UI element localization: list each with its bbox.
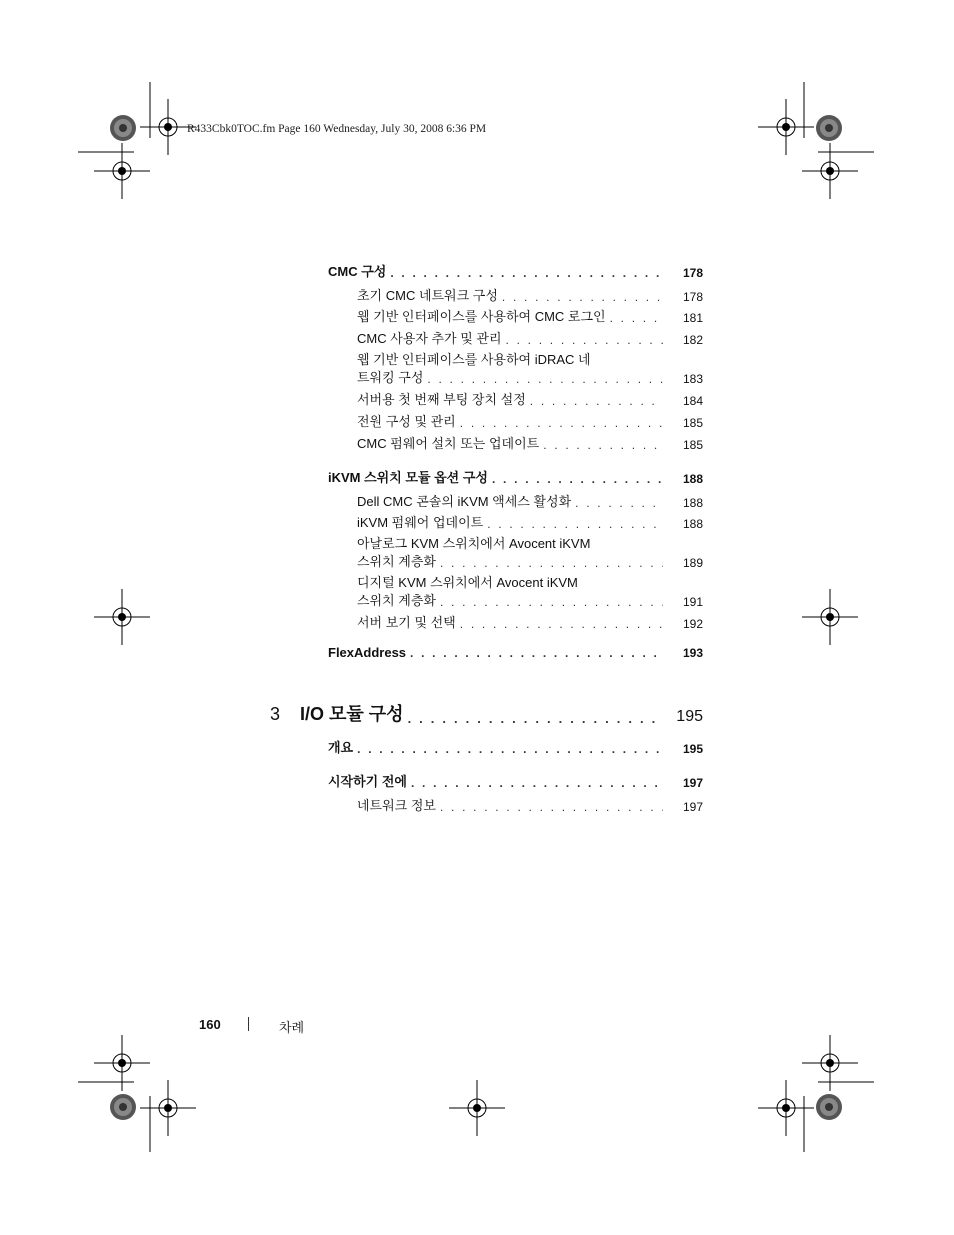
toc-page: 183: [682, 372, 703, 386]
toc-page: 181: [682, 311, 703, 325]
toc-label: 전원 구성 및 관리: [357, 414, 456, 429]
toc-chapter-label: [270, 700, 404, 726]
toc-label: CMC 구성: [328, 264, 387, 279]
toc-page: 188: [682, 517, 703, 531]
toc-entry-analog-kvm[interactable]: [357, 551, 703, 570]
toc-page: 195: [682, 742, 703, 756]
toc-label: FlexAddress: [328, 645, 407, 660]
leader-dots: [575, 496, 663, 510]
toc-page: 185: [682, 438, 703, 452]
leader-dots: [506, 333, 663, 347]
toc-label: 서버용 첫 번째 부팅 장치 설정: [357, 392, 526, 407]
leader-dots: [440, 595, 663, 609]
toc-page: 193: [682, 646, 703, 660]
leader-dots: [410, 646, 663, 660]
leader-dots: [610, 311, 663, 325]
toc-entry-cmc-config[interactable]: [328, 261, 703, 280]
toc-entry-firmware[interactable]: [357, 433, 703, 452]
toc-entry-analog-kvm-line1[interactable]: 아날로그 KVM 스위치에서 Avocent iKVM: [357, 536, 591, 551]
leader-dots: [390, 266, 663, 280]
toc-page: 185: [682, 416, 703, 430]
toc-entry-web-login[interactable]: [357, 306, 703, 325]
toc-entry-cmc-users[interactable]: [357, 328, 703, 347]
toc-entry-ikvm-firmware[interactable]: [357, 512, 703, 531]
toc-entry-ikvm-config[interactable]: [328, 467, 703, 486]
toc-label: 스위치 계층화: [357, 593, 436, 608]
toc-entry-server-view[interactable]: [357, 612, 703, 631]
toc-label: 네트워크 정보: [357, 798, 436, 813]
leader-dots: [502, 290, 663, 304]
toc-label: CMC 펌웨어 설치 또는 업데이트: [357, 436, 540, 451]
toc-entry-overview[interactable]: [328, 737, 703, 756]
toc-label: CMC 사용자 추가 및 관리: [357, 331, 502, 346]
file-info-header: R433Cbk0TOC.fm Page 160 Wednesday, July 30, 2008 6:36 PM: [187, 123, 487, 135]
leader-dots: [460, 617, 663, 631]
toc-label: iKVM 펌웨어 업데이트: [357, 515, 484, 530]
leader-dots: [427, 372, 663, 386]
toc-page: 197: [682, 800, 703, 814]
toc-entry-network-info[interactable]: [357, 795, 703, 814]
chapter-number: 3: [270, 704, 281, 724]
toc-page: 192: [682, 617, 703, 631]
leader-dots: [440, 556, 663, 570]
toc-label: iKVM 스위치 모듈 옵션 구성: [328, 470, 488, 485]
leader-dots: [487, 517, 663, 531]
footer-section-title: 차례: [279, 1020, 305, 1035]
toc-label: 웹 기반 인터페이스를 사용하여 CMC 로그인: [357, 309, 606, 324]
toc-label: Dell CMC 콘솔의 iKVM 액세스 활성화: [357, 494, 572, 509]
toc-page: 197: [682, 776, 703, 790]
toc-entry-initial-cmc-network[interactable]: [357, 285, 703, 304]
leader-dots: [440, 800, 663, 814]
leader-dots: [530, 394, 663, 408]
leader-dots: [411, 776, 663, 790]
toc-label: 초기 CMC 네트워크 구성: [357, 288, 498, 303]
toc-page: 195: [676, 708, 703, 725]
leader-dots: [460, 416, 663, 430]
toc-page: 184: [682, 394, 703, 408]
toc-entry-idrac-network-line1[interactable]: 웹 기반 인터페이스를 사용하여 iDRAC 네: [357, 352, 591, 367]
toc-label: 시작하기 전에: [328, 774, 407, 789]
toc-page: 178: [682, 290, 703, 304]
toc-label: 트워킹 구성: [357, 370, 424, 385]
toc-entry-power[interactable]: [357, 411, 703, 430]
toc-entry-dell-cmc-console[interactable]: [357, 491, 703, 510]
toc-label: 서버 보기 및 선택: [357, 615, 456, 630]
toc-page: 182: [682, 333, 703, 347]
toc-entry-digital-kvm-line1[interactable]: 디지털 KVM 스위치에서 Avocent iKVM: [357, 575, 578, 590]
leader-dots: [357, 742, 663, 756]
toc-entry-digital-kvm[interactable]: [357, 590, 703, 609]
footer-divider: [248, 1017, 249, 1031]
leader-dots: [492, 472, 663, 486]
toc-page: 188: [682, 472, 703, 486]
toc-page: 191: [682, 595, 703, 609]
toc-entry-idrac-network[interactable]: [357, 367, 703, 386]
leader-dots: [543, 438, 663, 452]
toc-label: 스위치 계층화: [357, 554, 436, 569]
toc-entry-first-boot[interactable]: [357, 389, 703, 408]
footer-page-number: 160: [199, 1017, 221, 1032]
leader-dots: [408, 711, 659, 726]
chapter-title: I/O 모듈 구성: [300, 704, 404, 724]
toc-chapter-3[interactable]: [270, 700, 703, 726]
toc-entry-flexaddress[interactable]: [328, 645, 703, 660]
toc-entry-before-start[interactable]: [328, 771, 703, 790]
toc-page: 189: [682, 556, 703, 570]
toc-page: 178: [682, 266, 703, 280]
toc-page: 188: [682, 496, 703, 510]
toc-label: 개요: [328, 740, 354, 755]
